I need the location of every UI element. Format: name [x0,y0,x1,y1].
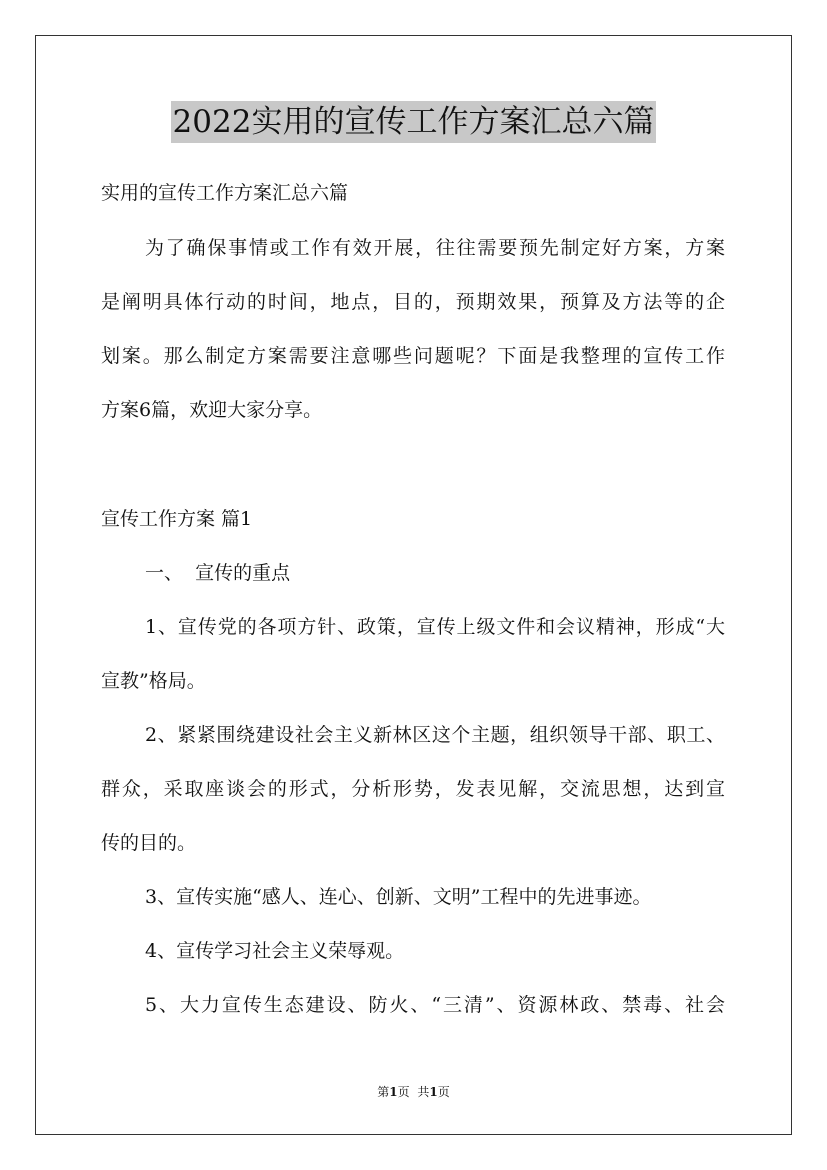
item-5-line-1: 5、大力宣传生态建设、防火、“三清”、资源林政、禁毒、社会 [145,994,725,1016]
intro-line-1: 为了确保事情或工作有效开展，往往需要预先制定好方案，方案 [145,237,725,259]
item-1-line-1: 1、宣传党的各项方针、政策，宣传上级文件和会议精神，形成“大 [145,616,725,638]
item-1-line-2: 宣教”格局。 [101,670,206,692]
subsection-heading: 一、 宣传的重点 [145,562,291,584]
footer-total-number: 1 [429,1085,438,1099]
page-footer [0,1084,827,1100]
item-4: 4、宣传学习社会主义荣辱观。 [145,940,405,962]
item-2-line-2: 群众，采取座谈会的形式，分析形势，发表见解，交流思想，达到宣 [101,778,725,800]
intro-line-2: 是阐明具体行动的时间，地点，目的，预期效果，预算及方法等的企 [101,291,725,313]
item-2-line-1: 2、紧紧围绕建设社会主义新林区这个主题，组织领导干部、职工、 [145,724,725,746]
footer-page-suffix: 页 [397,1085,410,1099]
document-subtitle: 实用的宣传工作方案汇总六篇 [101,182,349,204]
title-container [0,101,827,143]
item-2-line-3: 传的目的。 [101,832,197,854]
item-3: 3、宣传实施“感人、连心、创新、文明”工程中的先进事迹。 [145,886,652,908]
section-heading: 宣传工作方案 篇1 [101,508,253,530]
footer-total-prefix: 共 [417,1085,430,1099]
footer-page-number: 1 [389,1085,398,1099]
footer-total-suffix: 页 [437,1085,450,1099]
intro-line-4: 方案6篇，欢迎大家分享。 [101,399,323,421]
intro-line-3: 划案。那么制定方案需要注意哪些问题呢？下面是我整理的宣传工作 [101,345,725,367]
footer-page-prefix: 第 [377,1085,390,1099]
document-title: 2022实用的宣传工作方案汇总六篇 [171,101,657,143]
